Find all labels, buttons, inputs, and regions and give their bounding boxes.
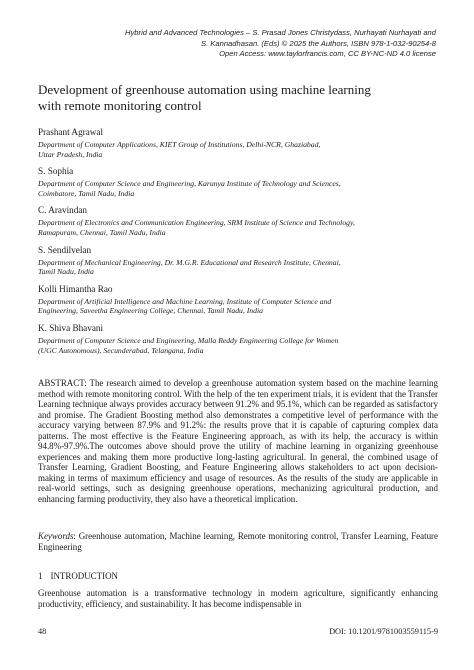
author-block <box>38 284 438 316</box>
title-line: Development of greenhouse automation using machine learning <box>38 82 371 97</box>
header-line: S. Kannadhasan. (Eds) © 2025 the Authors, ISBN 978-1-032-90254-8 <box>201 38 436 48</box>
page-footer <box>38 627 438 636</box>
section-heading <box>38 571 118 581</box>
paper-title <box>38 82 438 113</box>
affiliation-line: (UGC Autonomous), Secunderabad, Telangana, India <box>38 345 204 355</box>
affiliation-line: Engineering, Saveetha Engineering College, Chennai, Tamil Nadu, India <box>38 306 263 316</box>
author-name: C. Aravindan <box>38 205 87 216</box>
author-list <box>38 127 438 362</box>
header-line: Open Access: www.taylorfrancis.com, CC BY-NC-ND 4.0 license <box>219 49 436 58</box>
author-block <box>38 166 438 198</box>
keywords-text: : Greenhouse automation, Machine learning, Remote monitoring control, Transfer Learning, Feature Engineering <box>38 531 438 552</box>
author-block <box>38 245 438 277</box>
keywords <box>38 531 438 552</box>
introduction-text: Greenhouse automation is a transformative technology in modern agriculture, significantly enhancing productivity, efficiency, and sustainability. It has become indispensable in <box>38 588 438 609</box>
affiliation-line: Uttar Pradesh, India <box>38 149 103 159</box>
author-affiliation <box>38 179 438 198</box>
affiliation-line: Department of Artificial Intelligence and Machine Learning, Institute of Computer Science and <box>38 296 332 306</box>
author-block <box>38 323 438 355</box>
author-affiliation <box>38 258 438 277</box>
doi-link[interactable]: DOI: 10.1201/9781003559115-9 <box>329 627 438 636</box>
affiliation-line: Department of Computer Science and Engineering, Malla Reddy Engineering College for Women <box>38 335 339 345</box>
author-affiliation <box>38 140 438 159</box>
affiliation-line: Coimbatore, Tamil Nadu, India <box>38 188 135 198</box>
page-number: 48 <box>38 627 47 636</box>
author-affiliation <box>38 336 438 355</box>
affiliation-line: Department of Mechanical Engineering, Dr. M.G.R. Educational and Research Institute, Chennai, <box>38 257 341 267</box>
affiliation-line: Tamil Nadu, India <box>38 267 94 277</box>
author-name: Prashant Agrawal <box>38 127 104 137</box>
author-name: S. Sendilvelan <box>38 244 92 255</box>
author-name: K. Shiva Bhavani <box>38 322 104 333</box>
affiliation-line: Department of Computer Applications, KIET Group of Institutions, Delhi-NCR, Ghaziabad, <box>38 140 321 149</box>
author-block <box>38 205 438 237</box>
abstract-text: ABSTRACT: The research aimed to develop a greenhouse automation system based on the machine learning method with remote monitoring control. With the help of the ten experiment trials, it is evident that the Transfer Learning technique always provides accuracy between 91.2% and 95.1%, which can be regarded as satisfactory and promise. The Gradient Boosting method also demonstrates a competitive level of performance with the accuracy varying between 87.9% and 91.2%: the results prove that it is capable of capturing complex data patterns. The most effective is the Feature Engineering approach, as with its help, the accuracy is within 94.8%-97.9%.The outcomes above should prove the utility of machine learning in organizing greenhouse experiences and making them more productive long-lasting agricultural. In general, the combined usage of Transfer Learning, Gradient Boosting, and Feature Engineering allows stakeholders to act upon decision-making in terms of maximum efficiency and usage of resources. As the results of the study are applicable in real-world settings, such as designing greenhouse operations, mechanizing agricultural production, and enhancing farming productivity, they also have a theoretical implication. <box>38 378 438 504</box>
keywords-label: Keywords <box>38 531 74 541</box>
affiliation-line: Department of Computer Science and Engineering, Karunya Institute of Technology and Sciences, <box>38 179 341 189</box>
author-affiliation <box>38 297 438 316</box>
title-line: with remote monitoring control <box>38 97 202 113</box>
affiliation-line: Ramapuram, Chennai, Tamil Nadu, India <box>38 227 166 237</box>
author-name: Kolli Himantha Rao <box>38 283 113 294</box>
keywords-paragraph <box>38 531 438 552</box>
author-block <box>38 127 438 159</box>
affiliation-line: Department of Electronics and Communication Engineering, SRM Institute of Science and Technology, <box>38 218 355 228</box>
section-number: 1 <box>38 571 43 581</box>
author-affiliation <box>38 218 438 237</box>
introduction-body <box>38 588 438 610</box>
header-line: Hybrid and Advanced Technologies – S. Prasad Jones Christydass, Nurhayati Nurhayati and <box>125 28 436 37</box>
running-header <box>36 28 436 60</box>
section-title: INTRODUCTION <box>50 571 118 581</box>
author-name: S. Sophia <box>38 166 74 177</box>
abstract <box>38 378 438 504</box>
